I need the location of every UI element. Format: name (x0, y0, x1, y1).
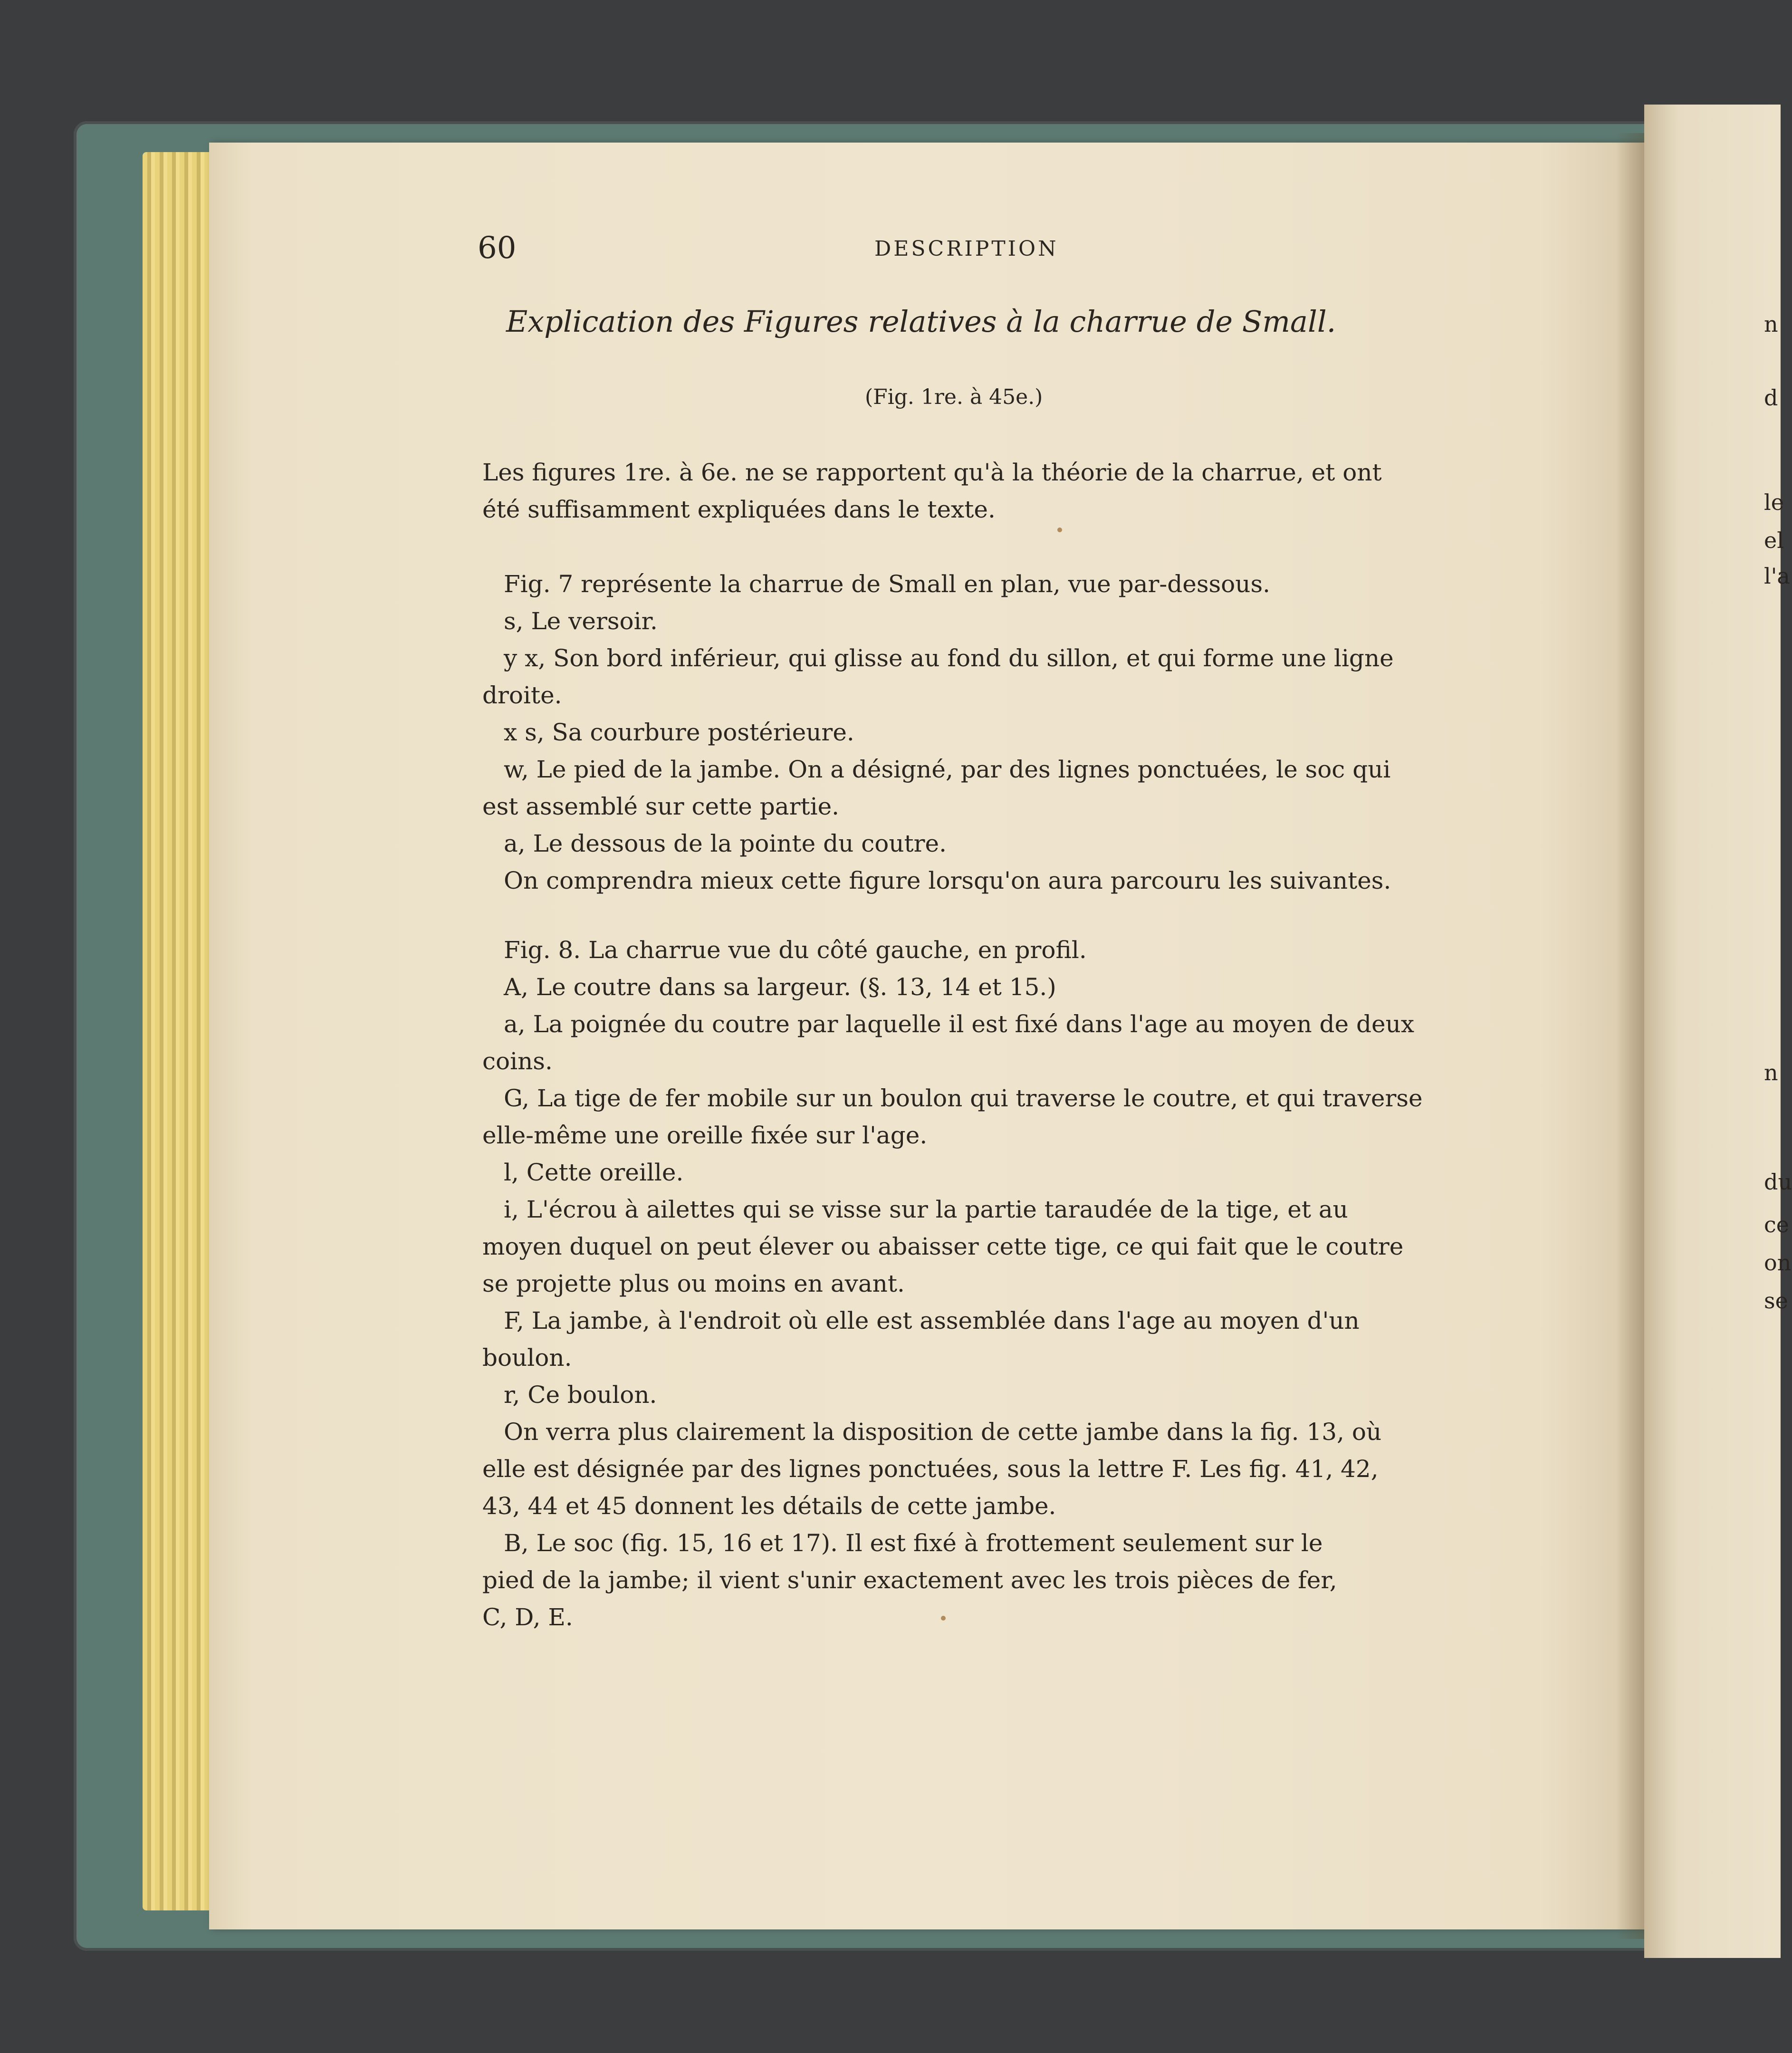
text-line: G, La tige de fer mobile sur un boulon qui traverse le coutre, et qui traverse (504, 1084, 1423, 1112)
text-line: coins. (482, 1047, 553, 1075)
text-line: est assemblé sur cette partie. (482, 793, 840, 820)
text-line: C, D, E. (482, 1603, 573, 1631)
foxing-spot (1057, 528, 1062, 532)
text-line: Fig. 7 représente la charrue de Small en plan, vue par-dessous. (504, 570, 1271, 598)
text-line: B, Le soc (fig. 15, 16 et 17). Il est fixé à frottement seulement sur le (504, 1529, 1323, 1557)
text-line: On comprendra mieux cette figure lorsqu'on aura parcouru les suivantes. (504, 867, 1391, 894)
section-subheading: (Fig. 1re. à 45e.) (865, 385, 1043, 409)
right-page (1644, 105, 1781, 1958)
text-line: été suffisamment expliquées dans le texte. (482, 496, 996, 523)
text-line: i, L'écrou à ailettes qui se visse sur la partie taraudée de la tige, et au (504, 1196, 1348, 1223)
text-line: boulon. (482, 1344, 572, 1372)
text-line: elle-même une oreille fixée sur l'age. (482, 1122, 928, 1149)
text-line: A, Le coutre dans sa largeur. (§. 13, 14 et 15.) (504, 973, 1056, 1001)
facing-page-fragment: ce (1764, 1212, 1789, 1238)
text-line: elle est désignée par des lignes ponctuées, sous la lettre F. Les fig. 41, 42, (482, 1455, 1379, 1483)
paragraph-fig-8 (482, 931, 1454, 1636)
paragraph-fig-7 (482, 566, 1454, 899)
facing-page-fragment: el (1764, 528, 1784, 553)
facing-page-fragment: on (1764, 1250, 1792, 1276)
text-line: On verra plus clairement la disposition de cette jambe dans la fig. 13, où (504, 1418, 1382, 1446)
facing-page-fragment: n (1764, 311, 1778, 337)
text-line: s, Le versoir. (504, 607, 658, 635)
paragraph-intro (482, 454, 1454, 528)
facing-page-fragment: se (1764, 1288, 1788, 1314)
text-line: moyen duquel on peut élever ou abaisser cette tige, ce qui fait que le coutre (482, 1233, 1404, 1260)
text-line: Les figures 1re. à 6e. ne se rapportent qu'à la théorie de la charrue, et ont (482, 459, 1382, 486)
text-line: l, Cette oreille. (504, 1159, 684, 1186)
text-line: se projette plus ou moins en avant. (482, 1270, 905, 1297)
text-line: a, La poignée du coutre par laquelle il est fixé dans l'age au moyen de deux (504, 1010, 1415, 1038)
text-line: droite. (482, 681, 562, 709)
text-line: F, La jambe, à l'endroit où elle est assemblée dans l'age au moyen d'un (504, 1307, 1360, 1334)
text-line: w, Le pied de la jambe. On a désigné, par des lignes ponctuées, le soc qui (504, 756, 1391, 783)
text-line: pied de la jambe; il vient s'unir exactement avec les trois pièces de fer, (482, 1566, 1337, 1594)
facing-page-fragment: d (1764, 385, 1778, 411)
text-line: r, Ce boulon. (504, 1381, 657, 1409)
text-line: a, Le dessous de la pointe du coutre. (504, 830, 947, 857)
facing-page-fragment: le (1764, 489, 1784, 515)
text-line: Fig. 8. La charrue vue du côté gauche, en profil. (504, 936, 1087, 964)
text-line: 43, 44 et 45 donnent les détails de cette jambe. (482, 1492, 1056, 1520)
facing-page-fragment: du (1764, 1169, 1792, 1195)
facing-page-fragment: l'a (1764, 563, 1790, 589)
page-number: 60 (478, 230, 517, 266)
section-heading: Explication des Figures relatives à la charrue de Small. (506, 304, 1336, 339)
running-head: DESCRIPTION (874, 237, 1059, 261)
foxing-spot (941, 1616, 946, 1621)
text-line: y x, Son bord inférieur, qui glisse au fond du sillon, et qui forme une ligne (504, 644, 1394, 672)
text-line: x s, Sa courbure postérieure. (504, 719, 854, 746)
facing-page-fragment: n (1764, 1060, 1778, 1085)
